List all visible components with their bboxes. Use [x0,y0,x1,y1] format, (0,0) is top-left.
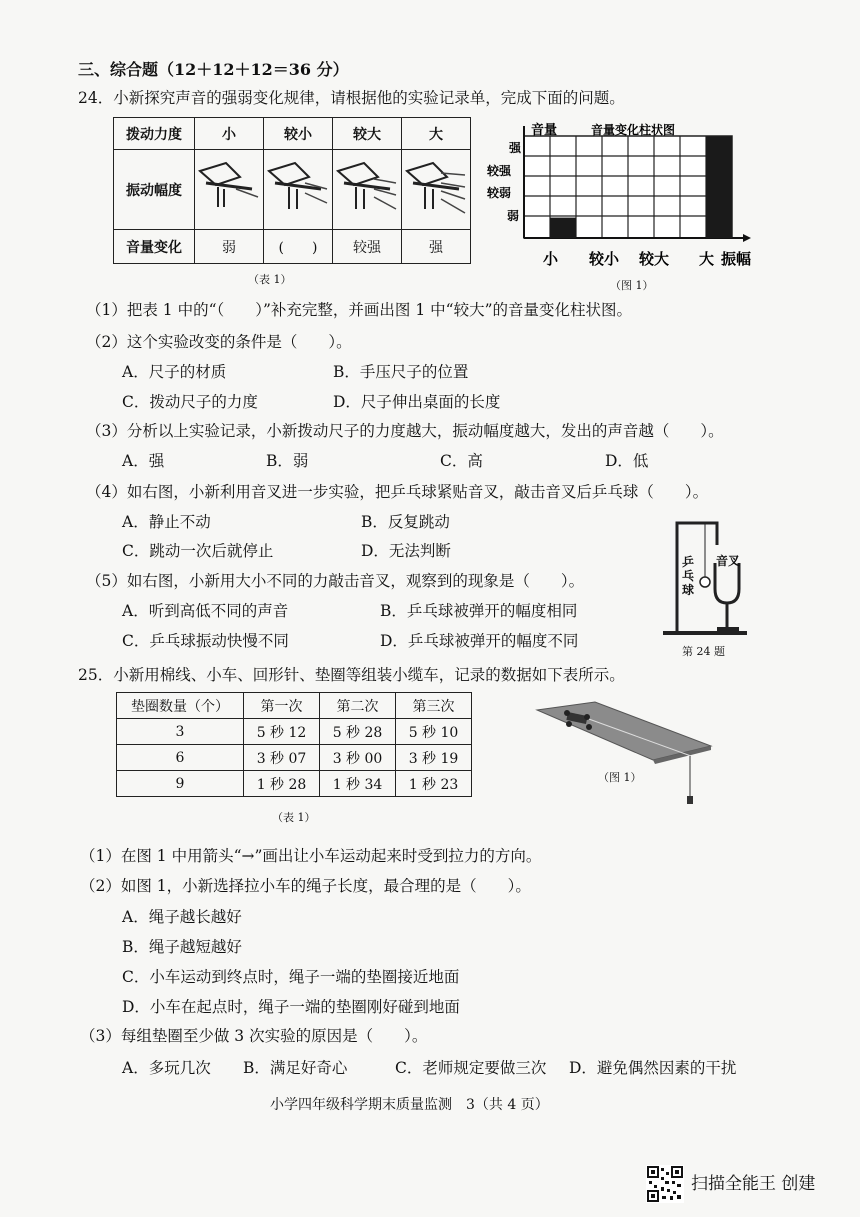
q24-sub4: （4）如右图，小新利用音叉进一步实验，把乒乓球紧贴音叉，敲击音叉后乒乓球（ ）。 [86,483,709,501]
q24-sub1: （1）把表 1 中的“（ ）”补充完整，并画出图 1 中“较大”的音量变化柱状图。 [86,301,632,319]
table-cell: 1 秒 28 [244,771,320,797]
q25-stem: 25．小新用棉线、小车、回形针、垫圈等组装小缆车，记录的数据如下表所示。 [78,666,625,684]
q24-sub4-opt-b[interactable]: B．反复跳动 [361,513,450,531]
table-cell: 1 秒 34 [320,771,396,797]
q25-sub2: （2）如图 1，小新选择拉小车的绳子长度，最合理的是（ ）。 [80,877,531,895]
q24-sub5-opt-b[interactable]: B．乒乓球被弹开的幅度相同 [380,602,578,620]
table-cell: 5 秒 28 [320,719,396,745]
cable-car-figure [535,700,720,810]
ruler-image-3 [333,150,402,230]
q25-figure-caption: （图 1） [598,771,642,784]
row-header-amplitude: 振动幅度 [114,150,195,230]
col-small: 小 [195,118,264,150]
q25-header-trial2: 第二次 [320,693,396,719]
ruler-image-1 [195,150,264,230]
row-header-force: 拨动力度 [114,118,195,150]
qr-code-icon [646,1165,684,1203]
q24-sub2-opt-b[interactable]: B．手压尺子的位置 [333,363,469,381]
col-larger: 较大 [333,118,402,150]
y-tick-stronger: 较强 [487,164,512,178]
q25-sub3-opt-d[interactable]: D．避免偶然因素的干扰 [569,1059,737,1077]
tuning-fork-label-ball: 乒乓球 [682,555,695,597]
volume-bar [550,218,576,238]
q24-sub5-opt-d[interactable]: D．乒乓球被弹开的幅度不同 [380,632,579,650]
q24-sub4-opt-d[interactable]: D．无法判断 [361,542,451,560]
y-tick-strong: 强 [509,141,522,155]
volume-small: 弱 [195,230,264,264]
q25-sub3-opt-c[interactable]: C．老师规定要做三次 [395,1059,547,1077]
x-tick-large: 大 [699,250,715,268]
table-cell: 6 [117,745,244,771]
q25-header-washers: 垫圈数量（个） [117,693,244,719]
volume-large: 强 [402,230,471,264]
page-footer: 小学四年级科学期末质量监测 3（共 4 页） [270,1097,549,1113]
chart-xlabel: 振幅 [721,250,752,268]
q25-sub1: （1）在图 1 中用箭头“→”画出让小车运动起来时受到拉力的方向。 [80,847,542,865]
q24-sub3: （3）分析以上实验记录，小新拨动尺子的力度越大，振动幅度越大，发出的声音越（ ）。 [86,422,724,440]
q25-sub3-opt-a[interactable]: A．多玩几次 [122,1059,211,1077]
tuning-fork-figure [655,515,755,640]
q24-sub3-opt-d[interactable]: D．低 [605,452,649,470]
q24-stem: 24．小新探究声音的强弱变化规律，请根据他的实验记录单，完成下面的问题。 [78,89,625,107]
chart-ylabel: 音量 [531,123,558,138]
q24-sub2-opt-d[interactable]: D．尺子伸出桌面的长度 [333,393,501,411]
table-cell: 5 秒 12 [244,719,320,745]
q25-sub3: （3）每组垫圈至少做 3 次实验的原因是（ ）。 [80,1027,428,1045]
volume-larger: 较强 [333,230,402,264]
q25-sub2-opt-a[interactable]: A．绳子越长越好 [122,908,242,926]
row-header-volume: 音量变化 [114,230,195,264]
q25-sub2-opt-d[interactable]: D．小车在起点时，绳子一端的垫圈刚好碰到地面 [122,998,460,1016]
ruler-image-4 [402,150,471,230]
q24-figure-caption: 第 24 题 [682,645,725,658]
volume-bar-chart [487,118,767,278]
q24-sub5-opt-c[interactable]: C．乒乓球振动快慢不同 [122,632,289,650]
q24-sub4-opt-c[interactable]: C．跳动一次后就停止 [122,542,274,560]
q24-sub2-opt-c[interactable]: C．拨动尺子的力度 [122,393,258,411]
table-cell: 3 秒 07 [244,745,320,771]
table-cell: 3 秒 00 [320,745,396,771]
q25-header-trial1: 第一次 [244,693,320,719]
table-cell: 9 [117,771,244,797]
col-smaller: 较小 [264,118,333,150]
col-large: 大 [402,118,471,150]
x-tick-smaller: 较小 [589,250,620,268]
q25-sub2-opt-c[interactable]: C．小车运动到终点时，绳子一端的垫圈接近地面 [122,968,460,986]
table-cell: 1 秒 23 [396,771,472,797]
q25-table [116,692,472,797]
q24-sub5-opt-a[interactable]: A．听到高低不同的声音 [122,602,289,620]
q25-sub2-opt-b[interactable]: B．绳子越短越好 [122,938,242,956]
scanner-watermark: 扫描全能王 创建 [691,1174,816,1194]
q24-sub2-opt-a[interactable]: A．尺子的材质 [122,363,227,381]
q24-sub4-opt-a[interactable]: A．静止不动 [122,513,211,531]
section-title: 三、综合题（12＋12＋12＝36 分） [78,60,349,79]
q24-table [113,117,471,264]
volume-bar [706,136,732,238]
q24-sub3-opt-c[interactable]: C．高 [440,452,483,470]
q25-header-trial3: 第三次 [396,693,472,719]
q24-chart-caption: （图 1） [610,279,654,292]
volume-smaller-blank[interactable]: ( ) [264,230,333,264]
table-cell: 5 秒 10 [396,719,472,745]
x-tick-small: 小 [543,250,559,268]
y-tick-weak: 弱 [507,209,520,223]
ruler-image-2 [264,150,333,230]
y-tick-weaker: 较弱 [487,186,512,200]
x-tick-larger: 较大 [639,250,670,268]
q24-sub5: （5）如右图，小新用大小不同的力敲击音叉，观察到的现象是（ ）。 [86,572,585,590]
q24-sub3-opt-b[interactable]: B．弱 [266,452,309,470]
q25-sub3-opt-b[interactable]: B．满足好奇心 [243,1059,348,1077]
table-cell: 3 秒 19 [396,745,472,771]
q24-sub3-opt-a[interactable]: A．强 [122,452,165,470]
q24-sub2: （2）这个实验改变的条件是（ ）。 [86,333,352,351]
table-cell: 3 [117,719,244,745]
chart-title: 音量变化柱状图 [591,123,676,137]
tuning-fork-label-fork: 音叉 [716,554,741,568]
q25-table-caption: （表 1） [272,811,316,824]
q24-table-caption: （表 1） [248,273,292,286]
